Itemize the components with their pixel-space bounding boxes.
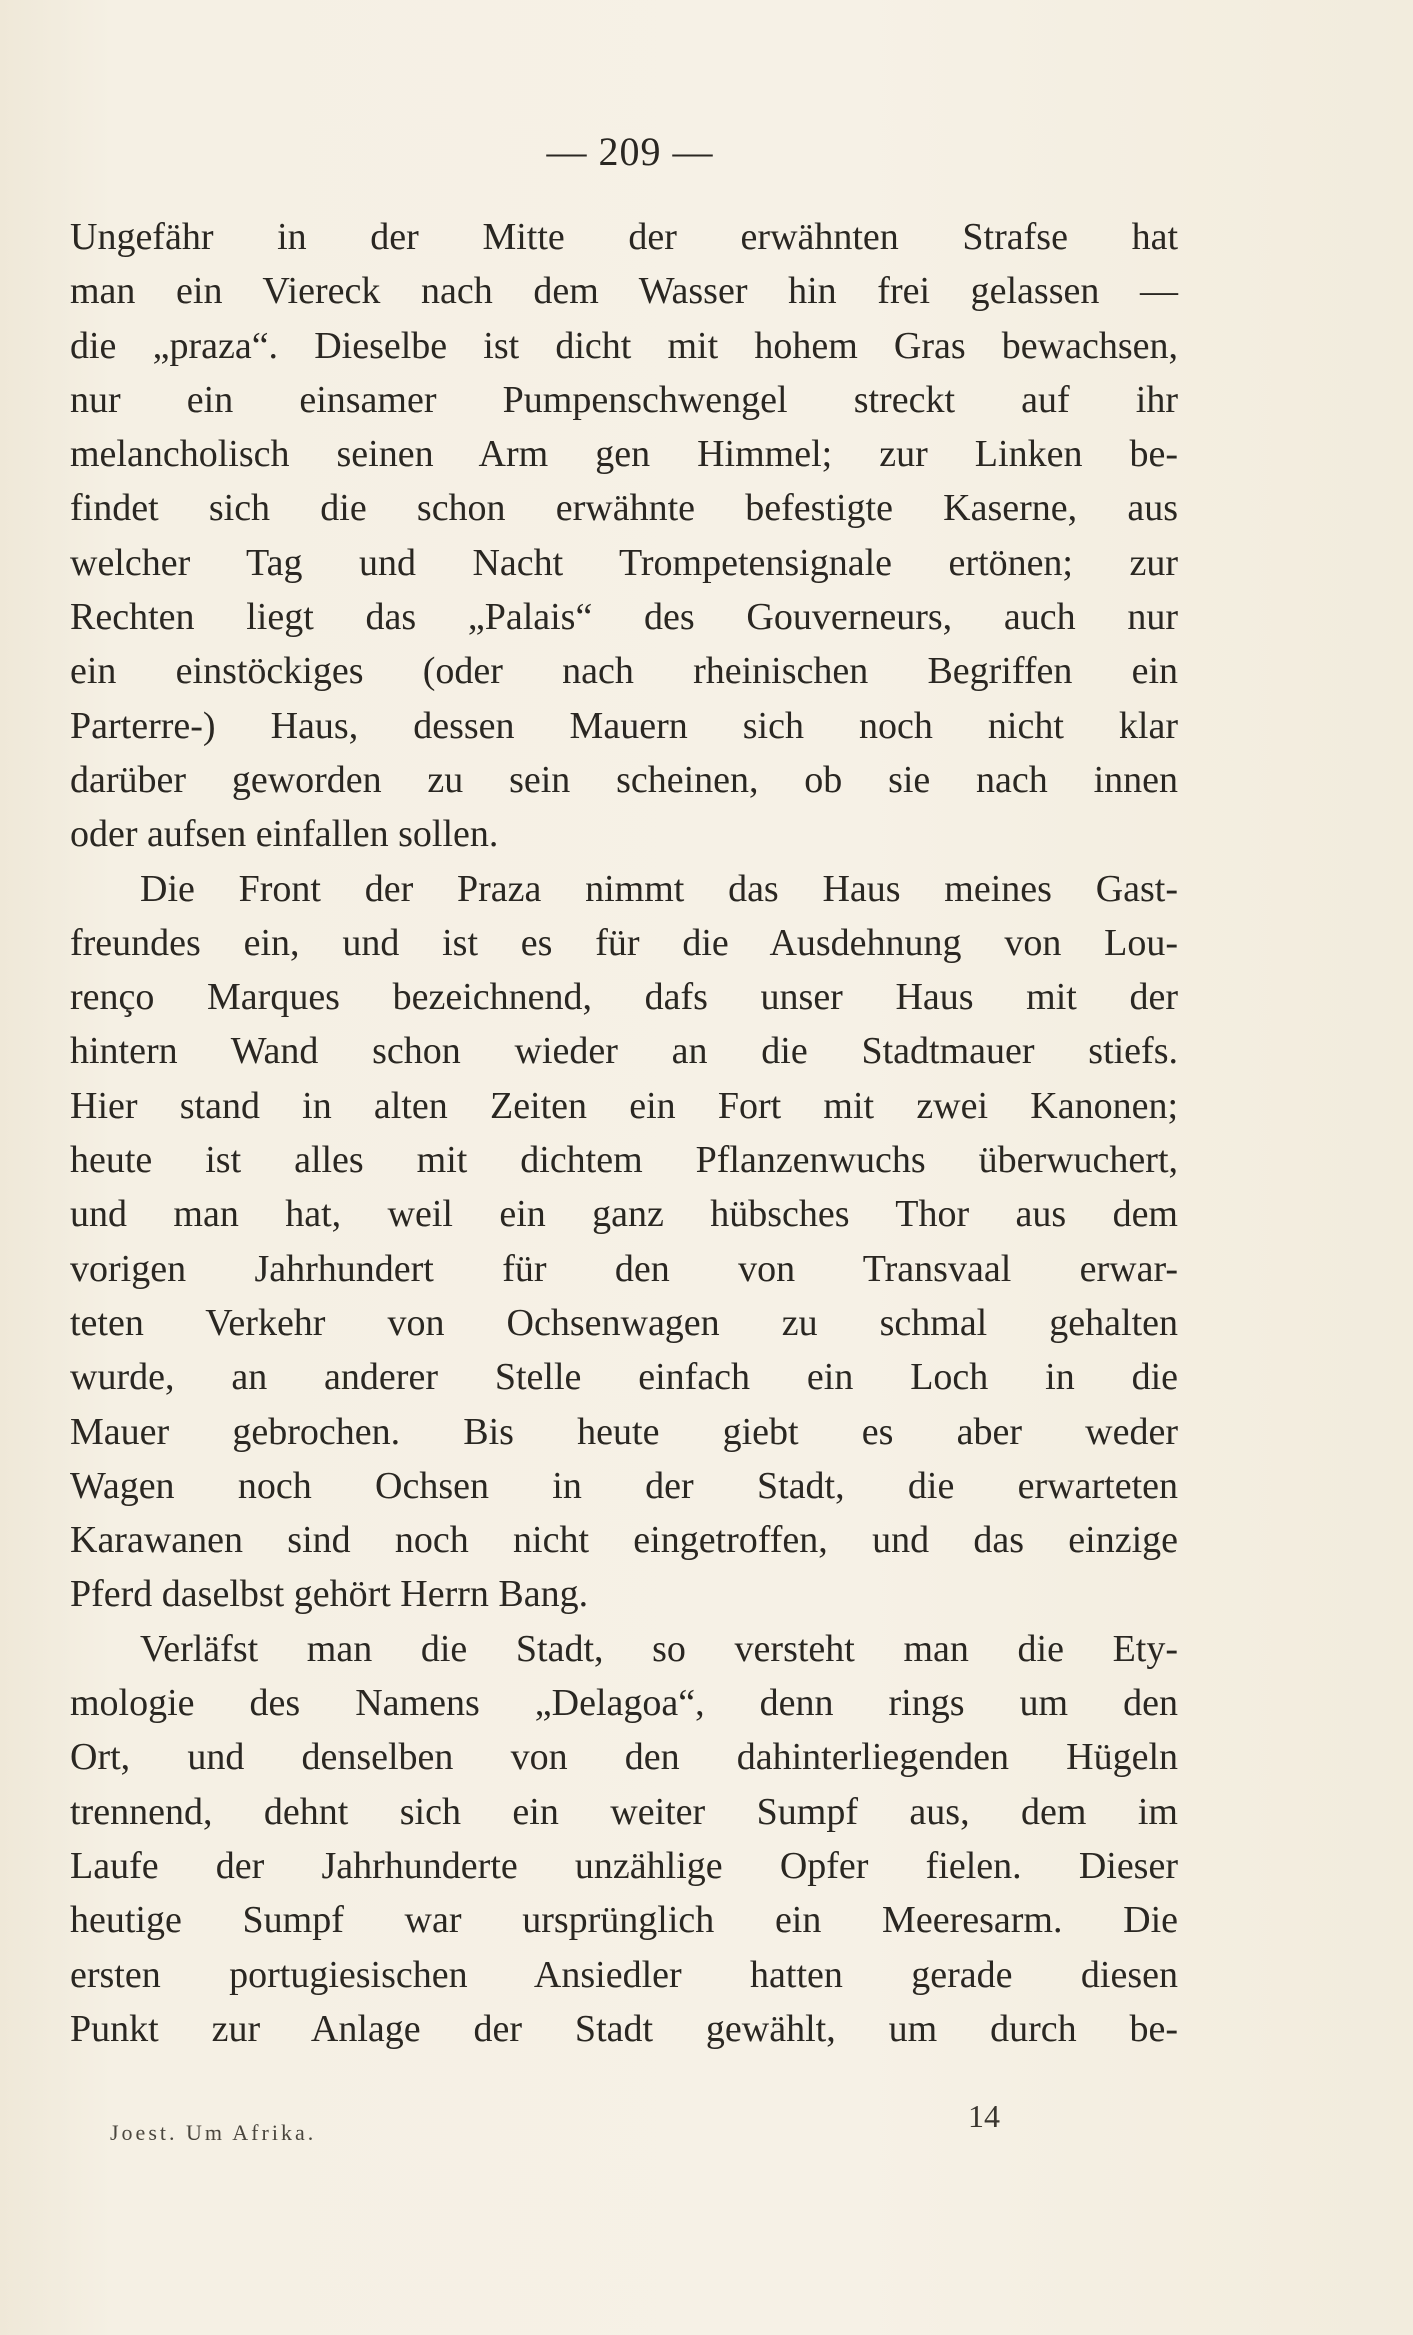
text-line: renço Marques bezeichnend, dafs unser Haus mit der [70, 976, 1178, 1019]
text-line: Parterre-) Haus, dessen Mauern sich noch nicht klar [70, 704, 1178, 747]
sheet-number: 14 [968, 2098, 1000, 2134]
text-line: teten Verkehr von Ochsenwagen zu schmal gehalten [70, 1301, 1178, 1344]
text-line: und man hat, weil ein ganz hübsches Thor aus dem [70, 1193, 1178, 1236]
text-line: nur ein einsamer Pumpenschwengel streckt auf ihr [70, 378, 1178, 421]
text-line: Punkt zur Anlage der Stadt gewählt, um durch be- [70, 2007, 1178, 2050]
text-line: die „praza“. Dieselbe ist dicht mit hohem Gras bewachsen, [70, 324, 1178, 367]
text-line: freundes ein, und ist es für die Ausdehnung von Lou- [70, 921, 1178, 964]
text-line: Pferd daselbst gehört Herrn Bang. [70, 1573, 589, 1616]
text-line: ein einstöckiges (oder nach rheinischen Begriffen ein [70, 650, 1178, 693]
text-line: hintern Wand schon wieder an die Stadtmauer stiefs. [70, 1030, 1178, 1073]
text-line: melancholisch seinen Arm gen Himmel; zur Linken be- [70, 433, 1178, 476]
text-line: findet sich die schon erwähnte befestigte Kaserne, aus [70, 487, 1178, 530]
text-line: ersten portugiesischen Ansiedler hatten gerade diesen [70, 1953, 1178, 1996]
text-line: heute ist alles mit dichtem Pflanzenwuchs überwuchert, [70, 1139, 1178, 1182]
text-line: Rechten liegt das „Palais“ des Gouverneurs, auch nur [70, 596, 1178, 639]
text-line: Die Front der Praza nimmt das Haus meines Gast- [140, 867, 1178, 910]
text-line: mologie des Namens „Delagoa“, denn rings um den [70, 1682, 1178, 1725]
text-line: Mauer gebrochen. Bis heute giebt es aber weder [70, 1410, 1178, 1453]
signature-mark: Joest. Um Afrika. [110, 2120, 317, 2145]
body-text [70, 210, 1178, 2056]
text-line: Karawanen sind noch nicht eingetroffen, und das einzige [70, 1519, 1178, 1562]
text-line: welcher Tag und Nacht Trompetensignale ertönen; zur [70, 541, 1178, 584]
text-line: Ungefähr in der Mitte der erwähnten Strafse hat [70, 216, 1178, 258]
text-line: oder aufsen einfallen sollen. [70, 813, 499, 856]
text-line: Wagen noch Ochsen in der Stadt, die erwarteten [70, 1464, 1178, 1507]
text-line: Hier stand in alten Zeiten ein Fort mit zwei Kanonen; [70, 1084, 1178, 1127]
text-line: heutige Sumpf war ursprünglich ein Meeresarm. Die [70, 1899, 1178, 1942]
text-line: trennend, dehnt sich ein weiter Sumpf aus, dem im [70, 1790, 1178, 1833]
text-line: wurde, an anderer Stelle einfach ein Loch in die [70, 1356, 1178, 1399]
text-line: Verläfst man die Stadt, so versteht man die Ety- [140, 1627, 1178, 1670]
text-line: Ort, und denselben von den dahinterliegenden Hügeln [70, 1736, 1178, 1779]
text-line: vorigen Jahrhundert für den von Transvaal erwar- [70, 1247, 1178, 1290]
text-line: man ein Viereck nach dem Wasser hin frei gelassen — [70, 270, 1178, 313]
page-footer [110, 2098, 1010, 2148]
text-line: Laufe der Jahrhunderte unzählige Opfer fielen. Dieser [70, 1844, 1178, 1887]
text-line: darüber geworden zu sein scheinen, ob sie nach innen [70, 758, 1178, 801]
page-number: — 209 — [546, 129, 714, 174]
